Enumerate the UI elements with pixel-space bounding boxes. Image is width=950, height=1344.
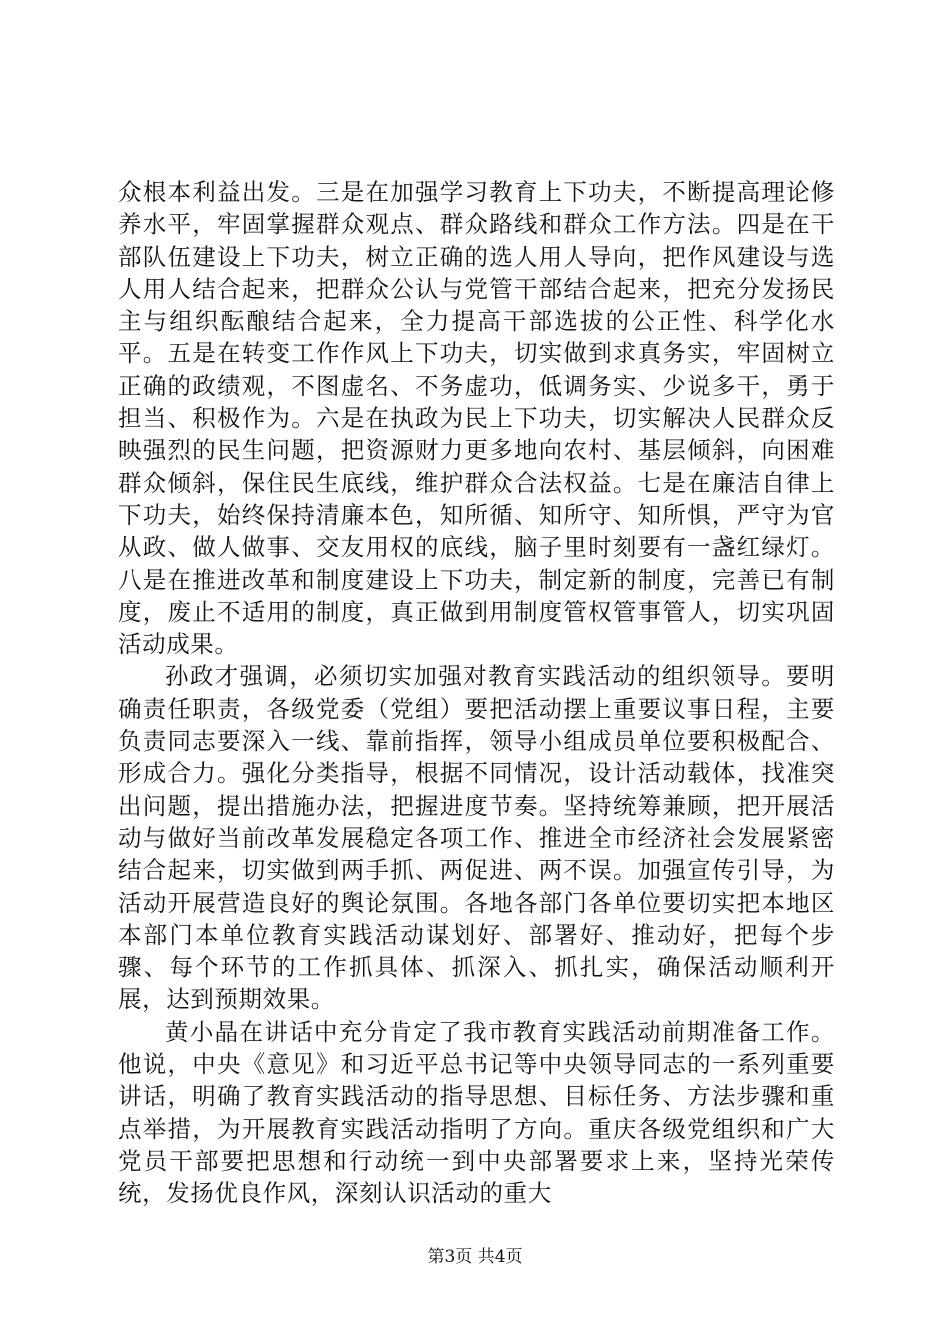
document-body [118,176,835,1210]
paragraph-3: 黄小晶在讲话中充分肯定了我市教育实践活动前期准备工作。他说，中央《意见》和习近平总书记等中央领导同志的一系列重要讲话，明确了教育实践活动的指导思想、目标任务、方法步骤和重点举措，为开展教育实践活动指明了方向。重庆各级党组织和广大党员干部要把思想和行动统一到中央部署要求上来，坚持光荣传统，发扬优良作风，深刻认识活动的重大 [118,1017,835,1208]
page-number-footer: 第3页 共4页 [427,1247,523,1267]
paragraph-1: 众根本利益出发。三是在加强学习教育上下功夫，不断提高理论修养水平，牢固掌握群众观点、群众路线和群众工作方法。四是在干部队伍建设上下功夫，树立正确的选人用人导向，把作风建设与选人用人结合起来，把群众公认与党管干部结合起来，把充分发扬民主与组织酝酿结合起来，全力提高干部选拔的公正性、科学化水平。五是在转变工作作风上下功夫，切实做到求真务实，牢固树立正确的政绩观，不图虚名、不务虚功，低调务实、少说多干，勇于担当、积极作为。六是在执政为民上下功夫，切实解决人民群众反映强烈的民生问题，把资源财力更多地向农村、基层倾斜，向困难群众倾斜，保住民生底线，维护群众合法权益。七是在廉洁自律上下功夫，始终保持清廉本色，知所循、知所守、知所惧，严守为官从政、做人做事、交友用权的底线，脑子里时刻要有一盏红绿灯。八是在推进改革和制度建设上下功夫，制定新的制度，完善已有制度，废止不适用的制度，真正做到用制度管权管事管人，切实巩固活动成果。 [118,178,835,659]
paragraph-2: 孙政才强调，必须切实加强对教育实践活动的组织领导。要明确责任职责，各级党委（党组）要把活动摆上重要议事日程，主要负责同志要深入一线、靠前指挥，领导小组成员单位要积极配合、形成合力。强化分类指导，根据不同情况，设计活动载体，找准突出问题，提出措施办法，把握进度节奏。坚持统筹兼顾，把开展活动与做好当前改革发展稳定各项工作、推进全市经济社会发展紧密结合起来，切实做到两手抓、两促进、两不误。加强宣传引导，为活动开展营造良好的舆论氛围。各地各部门各单位要切实把本地区本部门本单位教育实践活动谋划好、部署好、推动好，把每个步骤、每个环节的工作抓具体、抓深入、抓扎实，确保活动顺利开展，达到预期效果。 [118,662,835,1014]
